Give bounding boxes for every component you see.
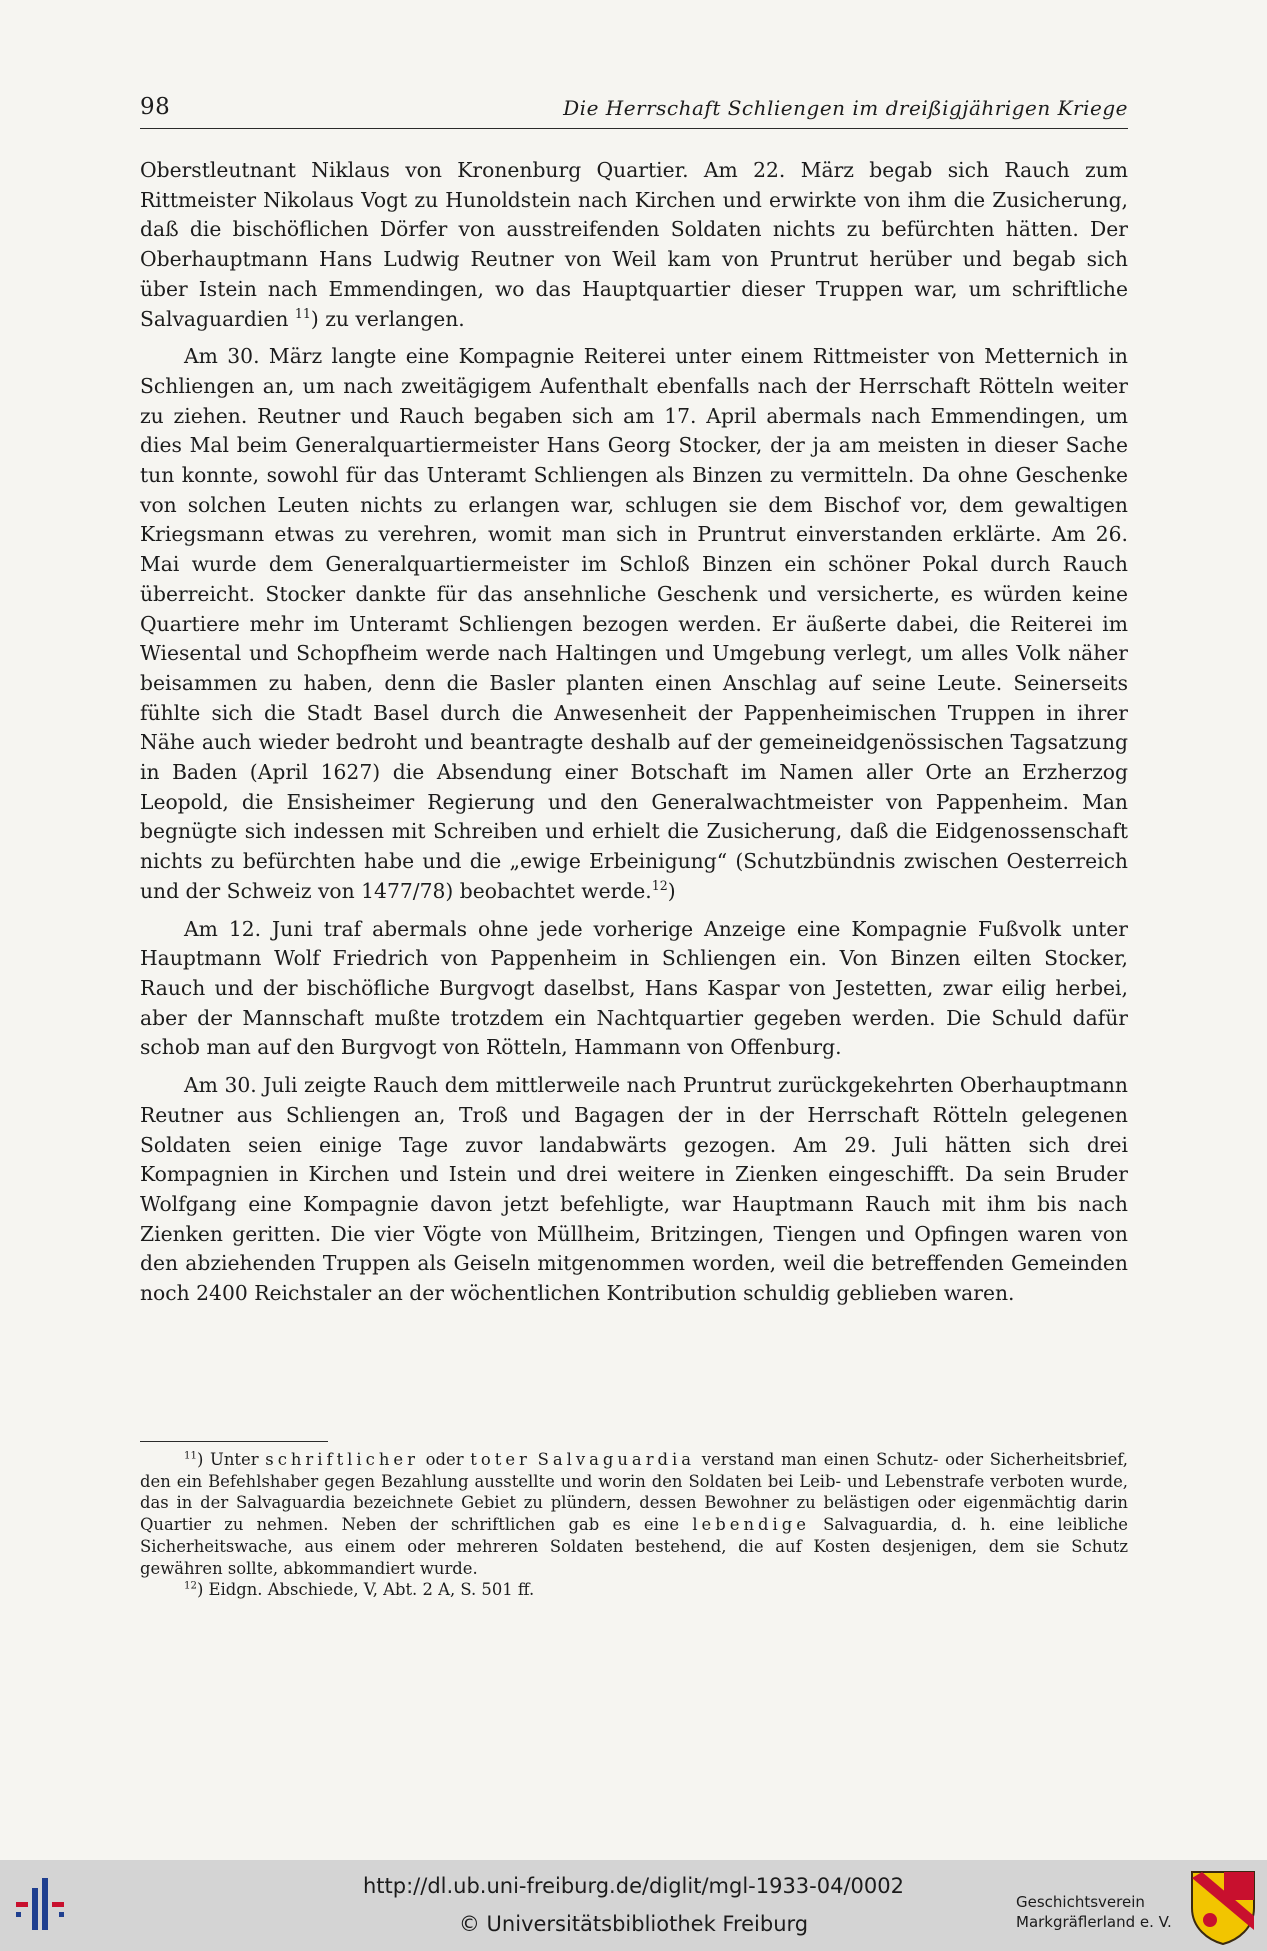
body-text bbox=[140, 156, 1128, 1317]
paragraph-1: Oberstleutnant Niklaus von Kronenburg Quartier. Am 22. März begab sich Rauch zum Rittmeister Nikolaus Vogt zu Hunoldstein nach Kirchen und erwirkte von ihm die Zusicherung, daß die bischöflichen Dörfer von ausstreifenden Soldaten nichts zu befürchten hätten. Der Oberhauptmann Hans Ludwig Reutner von Weil kam von Pruntrut herüber und begab sich über Istein nach Emmendingen, wo das Hauptquartier dieser Truppen war, um schriftliche Salvaguardien $^{11}$) zu verlangen. bbox=[140, 158, 1128, 331]
society-name bbox=[1016, 1892, 1194, 1932]
footnotes bbox=[140, 1449, 1128, 1601]
page-number: 98 bbox=[140, 94, 171, 120]
footnote-11: $^{11}$) Unter schriftlicher oder toter Salvaguardia verstand man einen Schutz- oder Sicherheitsbrief, den ein Befehlshaber gegen Bezahlung ausstellte und worin den Soldaten bei Leib- und Lebenstrafe verboten wurde, das in der Salvaguardia bezeichnete Gebiet zu plündern, dessen Bewohner zu belästigen oder eigenmächtig darin Quartier zu nehmen. Neben der schriftlichen gab es eine lebendige Salvaguardia, d. h. eine leibliche Sicherheitswache, aus einem oder mehreren Soldaten bestehend, die auf Kosten desjenigen, dem sie Schutz gewähren sollte, abkommandiert wurde. bbox=[140, 1450, 1129, 1578]
paragraph-4: Am 30. Juli zeigte Rauch dem mittlerweile nach Pruntrut zurückgekehrten Oberhauptmann Reutner aus Schliengen an, Troß und Bagagen der in der Herrschaft Rötteln gelegenen Soldaten seien einige Tage zuvor landabwärts gezogen. Am 29. Juli hätten sich drei Kompagnien in Kirchen und Istein und drei weitere in Zienken eingeschifft. Da sein Bruder Wolfgang eine Kompagnie davon jetzt befehligte, war Hauptmann Rauch mit ihm bis nach Zienken geritten. Die vier Vögte von Müllheim, Britzingen, Tiengen und Opfingen waren von den abziehenden Truppen als Geiseln mitgenommen worden, weil die betreffenden Gemeinden noch 2400 Reichstaler an der wöchentlichen Kontribution schuldig geblieben waren. bbox=[140, 1073, 1128, 1306]
page-header bbox=[140, 92, 1128, 129]
permalink-url[interactable]: http://dl.ub.uni-freiburg.de/diglit/mgl-1933-04/0002 bbox=[362, 1874, 904, 1898]
society-line-1: Geschichtsverein bbox=[1016, 1893, 1145, 1911]
footnote-divider bbox=[140, 1441, 328, 1442]
footnote-ref-12[interactable]: 12 bbox=[651, 878, 668, 894]
footnote-12: $^{12}$) Eidgn. Abschiede, V, Abt. 2 A, S. 501 ff. bbox=[184, 1580, 535, 1600]
paragraph-2: Am 30. März langte eine Kompagnie Reiterei unter einem Rittmeister von Metternich in Schliengen an, um nach zweitägigem Aufenthalt ebenfalls nach der Herrschaft Rötteln weiter zu ziehen. Reutner und Rauch begaben sich am 17. April abermals nach Emmendingen, um dies Mal beim Generalquartiermeister Hans Georg Stocker, der ja am meisten in dieser Sache tun konnte, sowohl für das Unteramt Schliengen als Binzen zu vermitteln. Da ohne Geschenke von solchen Leuten nichts zu erlangen war, schlugen sie dem Bischof vor, dem gewaltigen Kriegsmann etwas zu verehren, womit man sich in Pruntrut einverstanden erklärte. Am 26. Mai wurde dem Generalquartiermeister im Schloß Binzen ein schöner Pokal durch Rauch überreicht. Stocker dankte für das ansehnliche Geschenk und versicherte, es würden keine Quartiere mehr im Unteramt Schliengen bezogen werden. Er äußerte dabei, die Reiterei im Wiesental und Schopfheim werde nach Haltingen und Umgebung verlegt, um alles Volk näher beisammen zu haben, denn die Basler planten einen Anschlag auf seine Leute. Seinerseits fühlte sich die Stadt Basel durch die Anwesenheit der Pappenheimischen Truppen in ihrer Nähe auch wieder bedroht und beantragte deshalb auf der gemeineidgenössischen Tagsatzung in Baden (April 1627) die Absendung einer Botschaft im Namen aller Orte an Erzherzog Leopold, die Ensisheimer Regierung und den Generalwachtmeister von Pappenheim. Man begnügte sich indessen mit Schreiben und erhielt die Zusicherung, daß die Eidgenossenschaft nichts zu befürchten habe und die „ewige Erbeinigung“ (Schutzbündnis zwischen Oesterreich und der Schweiz von 1477/78) beobachtet werde.$^{12}$) bbox=[140, 344, 1128, 903]
footnote-ref-11[interactable]: 11 bbox=[294, 305, 311, 321]
copyright-notice: © Universitätsbibliothek Freiburg bbox=[458, 1912, 809, 1936]
running-title: Die Herrschaft Schliengen im dreißigjährigen Kriege bbox=[563, 96, 1128, 120]
paragraph-3: Am 12. Juni traf abermals ohne jede vorherige Anzeige eine Kompagnie Fußvolk unter Hauptmann Wolf Friedrich von Pappenheim in Schliengen ein. Von Binzen eilten Stocker, Rauch und der bischöfliche Burgvogt daselbst, Hans Kaspar von Jestetten, zwar eilig herbei, aber der Mannschaft mußte trotzdem ein Nachtquartier gegeben werden. Die Schuld dafür schob man auf den Burgvogt von Rötteln, Hammann von Offenburg. bbox=[140, 916, 1128, 1060]
coat-of-arms-icon bbox=[1188, 1868, 1258, 1946]
society-line-2: Markgräflerland e. V. bbox=[1016, 1913, 1172, 1931]
viewer-footer bbox=[0, 1860, 1267, 1951]
